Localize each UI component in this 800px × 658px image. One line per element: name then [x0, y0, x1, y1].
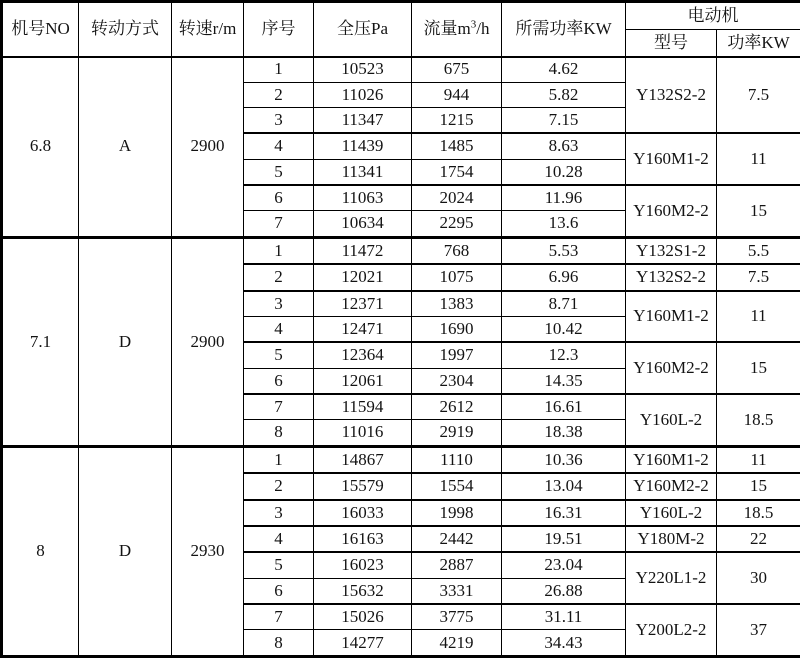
drive-mode-cell: D: [79, 237, 172, 446]
required-power-cell: 7.15: [502, 108, 626, 134]
motor-model-cell: Y160M2-2: [626, 473, 717, 499]
serial-cell: 8: [244, 630, 314, 657]
table-body: [2, 57, 800, 657]
flow-cell: 2295: [412, 211, 502, 237]
flow-cell: 768: [412, 237, 502, 264]
flow-unit-suffix: /h: [476, 19, 490, 39]
flow-cell: 1554: [412, 473, 502, 499]
motor-model-cell: Y132S1-2: [626, 237, 717, 264]
required-power-cell: 31.11: [502, 604, 626, 630]
serial-cell: 7: [244, 394, 314, 420]
motor-power-cell: 11: [717, 291, 800, 343]
pressure-cell: 12471: [314, 317, 412, 343]
motor-power-cell: 5.5: [717, 237, 800, 264]
header-machine-no: 机号NO: [2, 2, 79, 57]
motor-power-cell: 18.5: [717, 394, 800, 446]
header-motor: 电动机: [626, 2, 800, 30]
required-power-cell: 13.6: [502, 211, 626, 237]
flow-cell: 2442: [412, 526, 502, 552]
motor-model-cell: Y160M1-2: [626, 291, 717, 343]
serial-cell: 1: [244, 237, 314, 264]
flow-cell: 1215: [412, 108, 502, 134]
pressure-cell: 11341: [314, 159, 412, 185]
pressure-cell: 15026: [314, 604, 412, 630]
required-power-cell: 10.28: [502, 159, 626, 185]
required-power-cell: 26.88: [502, 578, 626, 604]
motor-model-cell: Y220L1-2: [626, 552, 717, 604]
serial-cell: 8: [244, 420, 314, 446]
required-power-cell: 14.35: [502, 368, 626, 394]
header-pressure: 全压Pa: [314, 2, 412, 57]
required-power-cell: 19.51: [502, 526, 626, 552]
header-serial: 序号: [244, 2, 314, 57]
serial-cell: 3: [244, 291, 314, 317]
machine-no-cell: 8: [2, 446, 79, 656]
pressure-cell: 15579: [314, 473, 412, 499]
serial-cell: 2: [244, 82, 314, 107]
required-power-cell: 5.82: [502, 82, 626, 107]
table-row: [2, 446, 800, 473]
motor-model-cell: Y160L-2: [626, 500, 717, 526]
required-power-cell: 5.53: [502, 237, 626, 264]
motor-power-cell: 18.5: [717, 500, 800, 526]
serial-cell: 7: [244, 211, 314, 237]
serial-cell: 6: [244, 185, 314, 211]
required-power-cell: 8.63: [502, 133, 626, 159]
serial-cell: 2: [244, 264, 314, 290]
required-power-cell: 10.36: [502, 446, 626, 473]
flow-cell: 4219: [412, 630, 502, 657]
required-power-cell: 6.96: [502, 264, 626, 290]
flow-cell: 1075: [412, 264, 502, 290]
pressure-cell: 16163: [314, 526, 412, 552]
flow-cell: 3775: [412, 604, 502, 630]
pressure-cell: 16023: [314, 552, 412, 578]
flow-cell: 1110: [412, 446, 502, 473]
flow-cell: 1383: [412, 291, 502, 317]
serial-cell: 5: [244, 552, 314, 578]
pressure-cell: 14277: [314, 630, 412, 657]
serial-cell: 3: [244, 108, 314, 134]
required-power-cell: 4.62: [502, 57, 626, 83]
pressure-cell: 11439: [314, 133, 412, 159]
table-row: [2, 237, 800, 264]
motor-model-cell: Y132S2-2: [626, 57, 717, 134]
serial-cell: 5: [244, 342, 314, 368]
motor-power-cell: 22: [717, 526, 800, 552]
pressure-cell: 12061: [314, 368, 412, 394]
table-header: [2, 2, 800, 57]
serial-cell: 4: [244, 317, 314, 343]
header-drive-mode: 转动方式: [79, 2, 172, 57]
motor-model-cell: Y160L-2: [626, 394, 717, 446]
header-motor-model: 型号: [626, 30, 717, 57]
pressure-cell: 15632: [314, 578, 412, 604]
flow-cell: 2024: [412, 185, 502, 211]
required-power-cell: 18.38: [502, 420, 626, 446]
flow-cell: 2612: [412, 394, 502, 420]
motor-model-cell: Y200L2-2: [626, 604, 717, 656]
motor-model-cell: Y180M-2: [626, 526, 717, 552]
required-power-cell: 16.61: [502, 394, 626, 420]
serial-cell: 2: [244, 473, 314, 499]
pressure-cell: 10523: [314, 57, 412, 83]
motor-model-cell: Y160M2-2: [626, 185, 717, 237]
serial-cell: 4: [244, 133, 314, 159]
flow-cell: 1997: [412, 342, 502, 368]
serial-cell: 6: [244, 578, 314, 604]
flow-cell: 2919: [412, 420, 502, 446]
motor-model-cell: Y160M1-2: [626, 133, 717, 185]
motor-power-cell: 30: [717, 552, 800, 604]
speed-cell: 2900: [172, 57, 244, 238]
serial-cell: 5: [244, 159, 314, 185]
motor-power-cell: 7.5: [717, 57, 800, 134]
flow-unit-exponent: 3: [470, 18, 477, 31]
header-flow: [412, 2, 502, 57]
header-speed: 转速r/m: [172, 2, 244, 57]
flow-cell: 1690: [412, 317, 502, 343]
serial-cell: 4: [244, 526, 314, 552]
serial-cell: 3: [244, 500, 314, 526]
required-power-cell: 34.43: [502, 630, 626, 657]
flow-cell: 1754: [412, 159, 502, 185]
pressure-cell: 14867: [314, 446, 412, 473]
flow-cell: 1485: [412, 133, 502, 159]
pressure-cell: 12371: [314, 291, 412, 317]
motor-power-cell: 15: [717, 342, 800, 394]
header-required-power: 所需功率KW: [502, 2, 626, 57]
pressure-cell: 11594: [314, 394, 412, 420]
motor-model-cell: Y160M2-2: [626, 342, 717, 394]
pressure-cell: 11016: [314, 420, 412, 446]
flow-unit-prefix: 流量m: [423, 19, 471, 39]
serial-cell: 1: [244, 446, 314, 473]
speed-cell: 2900: [172, 237, 244, 446]
pressure-cell: 10634: [314, 211, 412, 237]
flow-cell: 675: [412, 57, 502, 83]
speed-cell: 2930: [172, 446, 244, 656]
serial-cell: 6: [244, 368, 314, 394]
motor-power-cell: 11: [717, 446, 800, 473]
table-row: [2, 57, 800, 83]
flow-cell: 2887: [412, 552, 502, 578]
pressure-cell: 12021: [314, 264, 412, 290]
required-power-cell: 11.96: [502, 185, 626, 211]
motor-power-cell: 15: [717, 185, 800, 237]
flow-cell: 3331: [412, 578, 502, 604]
pressure-cell: 11347: [314, 108, 412, 134]
motor-power-cell: 37: [717, 604, 800, 656]
motor-power-cell: 7.5: [717, 264, 800, 290]
header-motor-power: 功率KW: [717, 30, 800, 57]
machine-no-cell: 7.1: [2, 237, 79, 446]
pressure-cell: 11063: [314, 185, 412, 211]
motor-model-cell: Y132S2-2: [626, 264, 717, 290]
serial-cell: 1: [244, 57, 314, 83]
pressure-cell: 11472: [314, 237, 412, 264]
required-power-cell: 12.3: [502, 342, 626, 368]
required-power-cell: 10.42: [502, 317, 626, 343]
required-power-cell: 8.71: [502, 291, 626, 317]
flow-cell: 2304: [412, 368, 502, 394]
serial-cell: 7: [244, 604, 314, 630]
motor-power-cell: 11: [717, 133, 800, 185]
drive-mode-cell: A: [79, 57, 172, 238]
pressure-cell: 11026: [314, 82, 412, 107]
drive-mode-cell: D: [79, 446, 172, 656]
flow-cell: 1998: [412, 500, 502, 526]
pressure-cell: 12364: [314, 342, 412, 368]
header-row-1: [2, 2, 800, 30]
machine-no-cell: 6.8: [2, 57, 79, 238]
pressure-cell: 16033: [314, 500, 412, 526]
required-power-cell: 13.04: [502, 473, 626, 499]
required-power-cell: 23.04: [502, 552, 626, 578]
motor-power-cell: 15: [717, 473, 800, 499]
motor-model-cell: Y160M1-2: [626, 446, 717, 473]
required-power-cell: 16.31: [502, 500, 626, 526]
flow-cell: 944: [412, 82, 502, 107]
